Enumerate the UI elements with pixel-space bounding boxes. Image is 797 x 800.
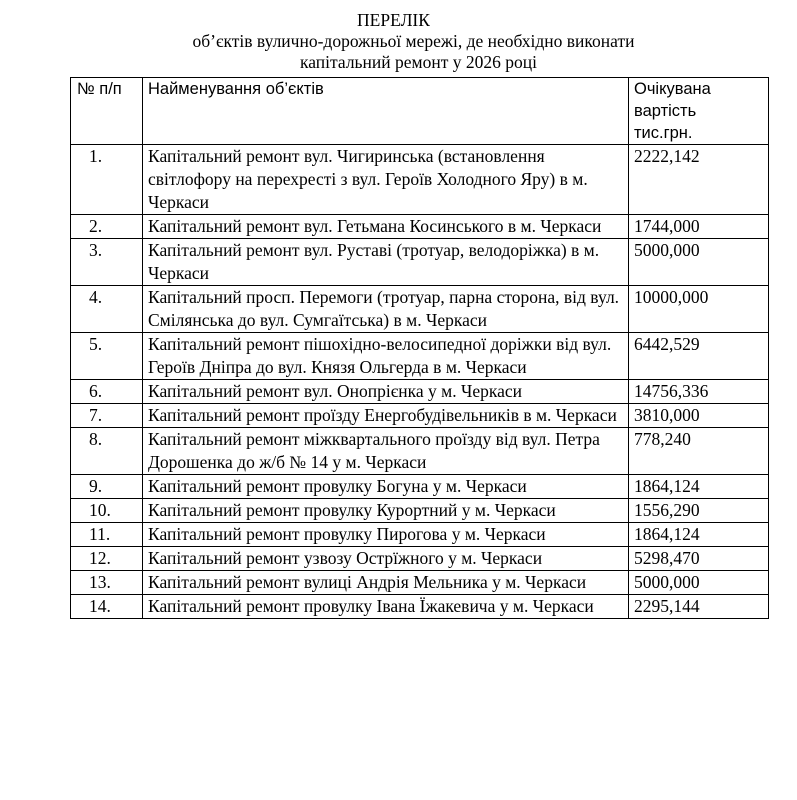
row-cost: 10000,000 <box>629 286 769 333</box>
table-row <box>71 499 769 523</box>
document-title <box>0 10 797 73</box>
row-number: 14. <box>71 595 143 619</box>
table-row <box>71 380 769 404</box>
row-cost: 1556,290 <box>629 499 769 523</box>
title-line-2: об’єктів вулично-дорожньої мережі, де необхідно виконати <box>192 31 635 51</box>
header-name: Найменування об’єктів <box>143 78 629 145</box>
row-object-name: Капітальний просп. Перемоги (тротуар, парна сторона, від вул. Смілянська до вул. Сумгаїтська) в м. Черкаси <box>143 286 629 333</box>
objects-table <box>70 77 769 619</box>
table-row <box>71 475 769 499</box>
row-cost: 6442,529 <box>629 333 769 380</box>
row-number: 2. <box>71 215 143 239</box>
row-number: 8. <box>71 428 143 475</box>
row-object-name: Капітальний ремонт провулку Курортний у м. Черкаси <box>143 499 629 523</box>
title-line-3: капітальний ремонт у 2026 році <box>300 52 537 72</box>
row-object-name: Капітальний ремонт міжквартального проїзду від вул. Петра Дорошенка до ж/б № 14 у м. Черкаси <box>143 428 629 475</box>
table-row <box>71 215 769 239</box>
row-cost: 778,240 <box>629 428 769 475</box>
table-header-row <box>71 78 769 145</box>
header-cost <box>629 78 769 145</box>
row-number: 7. <box>71 404 143 428</box>
table-row <box>71 286 769 333</box>
row-number: 10. <box>71 499 143 523</box>
table-row <box>71 523 769 547</box>
row-object-name: Капітальний ремонт провулку Івана Їжакевича у м. Черкаси <box>143 595 629 619</box>
table-row <box>71 547 769 571</box>
row-cost: 1864,124 <box>629 475 769 499</box>
row-number: 13. <box>71 571 143 595</box>
row-object-name: Капітальний ремонт провулку Пирогова у м. Черкаси <box>143 523 629 547</box>
row-cost: 5000,000 <box>629 571 769 595</box>
title-line-1: ПЕРЕЛІК <box>357 10 430 30</box>
header-cost-line-3: тис.грн. <box>634 124 693 142</box>
row-cost: 3810,000 <box>629 404 769 428</box>
row-object-name: Капітальний ремонт вул. Гетьмана Косинського в м. Черкаси <box>143 215 629 239</box>
row-object-name: Капітальний ремонт провулку Богуна у м. Черкаси <box>143 475 629 499</box>
row-number: 11. <box>71 523 143 547</box>
header-cost-line-2: вартість <box>634 102 697 120</box>
row-number: 12. <box>71 547 143 571</box>
row-object-name: Капітальний ремонт проїзду Енергобудівельників в м. Черкаси <box>143 404 629 428</box>
row-object-name: Капітальний ремонт вул. Чигиринська (встановлення світлофору на перехресті з вул. Героїв Холодного Яру) в м. Черкаси <box>143 145 629 215</box>
table-row <box>71 145 769 215</box>
header-num: № п/п <box>71 78 143 145</box>
row-number: 4. <box>71 286 143 333</box>
table-row <box>71 404 769 428</box>
table-row <box>71 428 769 475</box>
row-cost: 1864,124 <box>629 523 769 547</box>
row-object-name: Капітальний ремонт вул. Онопрієнка у м. Черкаси <box>143 380 629 404</box>
row-number: 6. <box>71 380 143 404</box>
row-number: 1. <box>71 145 143 215</box>
row-cost: 2295,144 <box>629 595 769 619</box>
header-cost-line-1: Очікувана <box>634 80 711 98</box>
row-object-name: Капітальний ремонт вулиці Андрія Мельника у м. Черкаси <box>143 571 629 595</box>
row-number: 5. <box>71 333 143 380</box>
table-row <box>71 595 769 619</box>
row-cost: 1744,000 <box>629 215 769 239</box>
table-row <box>71 571 769 595</box>
row-object-name: Капітальний ремонт узвозу Острїжного у м. Черкаси <box>143 547 629 571</box>
row-object-name: Капітальний ремонт вул. Руставі (тротуар, велодоріжка) в м. Черкаси <box>143 239 629 286</box>
row-number: 9. <box>71 475 143 499</box>
table-row <box>71 333 769 380</box>
row-number: 3. <box>71 239 143 286</box>
row-cost: 2222,142 <box>629 145 769 215</box>
table-row <box>71 239 769 286</box>
row-cost: 5000,000 <box>629 239 769 286</box>
row-cost: 14756,336 <box>629 380 769 404</box>
row-object-name: Капітальний ремонт пішохідно-велосипедної доріжки від вул. Героїв Дніпра до вул. Князя Ольгерда в м. Черкаси <box>143 333 629 380</box>
row-cost: 5298,470 <box>629 547 769 571</box>
